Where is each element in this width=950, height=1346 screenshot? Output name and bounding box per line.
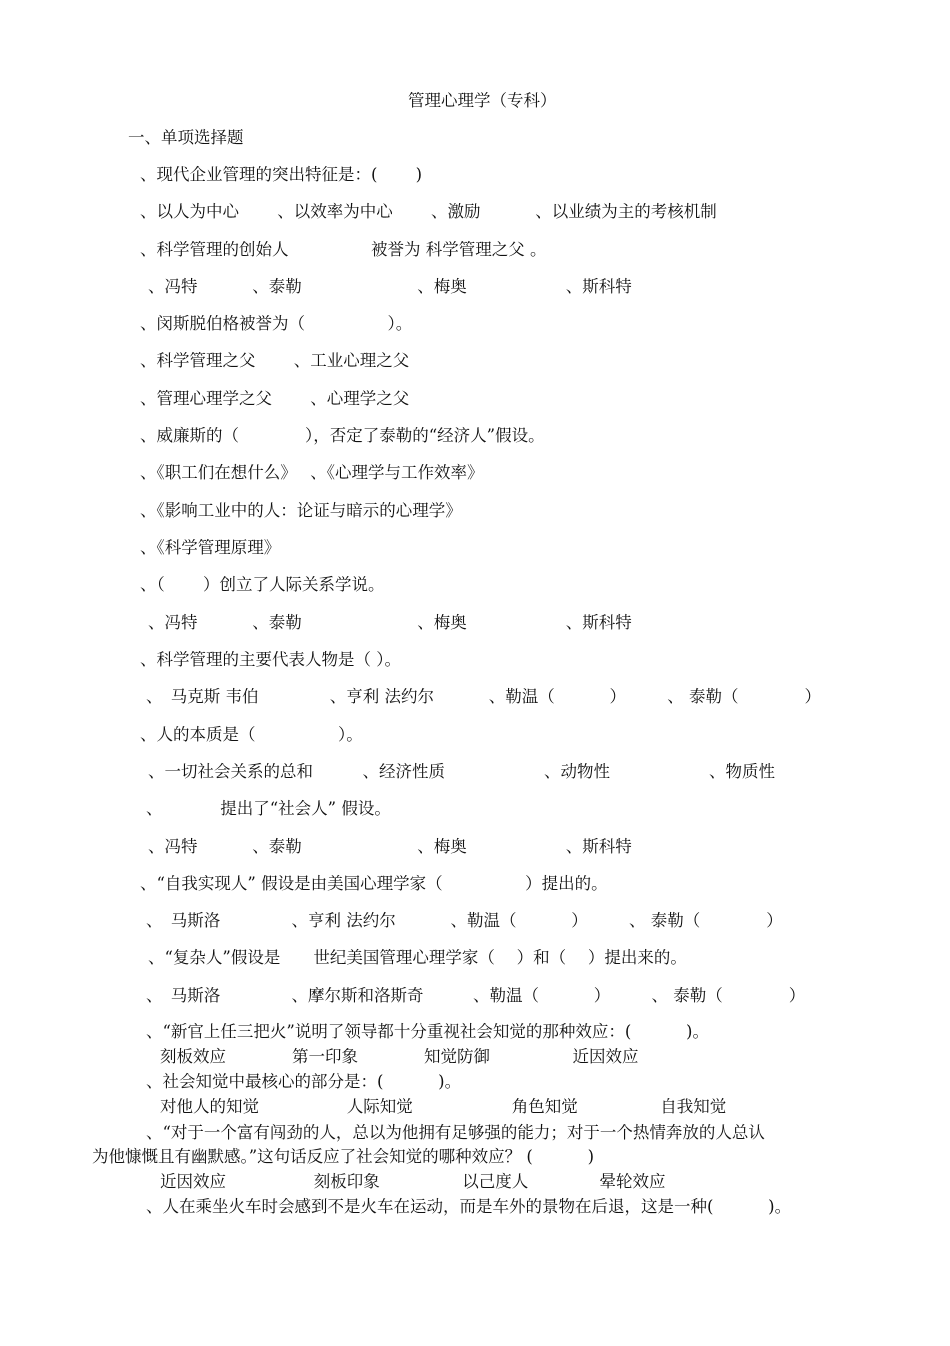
option-line: 、 马斯洛 、摩尔斯和洛斯奇 、勒温（ ） 、 泰勒（ ）: [146, 986, 806, 1005]
question-line: 、闵斯脱伯格被誉为（ ）。: [140, 314, 413, 333]
question-line: 、“新官上任三把火”说明了领导都十分重视社会知觉的那种效应：( )。: [146, 1022, 709, 1041]
question-line: 、（ ）创立了人际关系学说。: [140, 575, 385, 594]
option-line: 、 马克斯 韦伯 、亨利 法约尔 、勒温（ ） 、 泰勒（ ）: [146, 687, 821, 706]
question-line: 为他慷慨且有幽默感。”这句话反应了社会知觉的哪种效应？ ( ): [92, 1147, 595, 1166]
option-line: 对他人的知觉 人际知觉 角色知觉 自我知觉: [160, 1097, 727, 1116]
option-line: 、一切社会关系的总和 、经济性质 、动物性 、物质性: [148, 762, 775, 781]
option-line: 、《科学管理原理》: [140, 538, 281, 557]
option-line: 、冯特 、泰勒 、梅奥 、斯科特: [148, 837, 632, 856]
section-heading: 一、单项选择题: [128, 128, 244, 147]
document-title: 管理心理学（专科）: [408, 91, 557, 110]
question-line: 、人的本质是（ ）。: [140, 725, 363, 744]
option-line: 、《影响工业中的人：论证与暗示的心理学》: [140, 501, 462, 520]
option-line: 、以人为中心 、以效率为中心 、激励 、以业绩为主的考核机制: [140, 202, 717, 221]
question-line: 、科学管理的创始人 被誉为 科学管理之父 。: [140, 240, 547, 259]
question-line: 、现代企业管理的突出特征是：( ): [140, 165, 423, 184]
question-line: 、 提出了“社会人” 假设。: [146, 799, 391, 818]
option-line: 、冯特 、泰勒 、梅奥 、斯科特: [148, 613, 632, 632]
question-line: 、“复杂人”假设是 世纪美国管理心理学家（ ）和（ ）提出来的。: [148, 948, 687, 967]
question-line: 、“自我实现人” 假设是由美国心理学家（ ）提出的。: [140, 874, 608, 893]
question-line: 、“对于一个富有闯劲的人，总以为他拥有足够强的能力；对于一个热情奔放的人总认: [146, 1123, 765, 1142]
question-line: 、威廉斯的（ ），否定了泰勒的“经济人”假设。: [140, 426, 545, 445]
option-line: 、《职工们在想什么》 、《心理学与工作效率》: [140, 463, 484, 482]
question-line: 、社会知觉中最核心的部分是：( )。: [146, 1072, 462, 1091]
option-line: 、科学管理之父 、工业心理之父: [140, 351, 410, 370]
option-line: 、冯特 、泰勒 、梅奥 、斯科特: [148, 277, 632, 296]
option-line: 近因效应 刻板印象 以己度人 晕轮效应: [160, 1172, 666, 1191]
option-line: 、管理心理学之父 、心理学之父: [140, 389, 410, 408]
option-line: 刻板效应 第一印象 知觉防御 近因效应: [160, 1047, 639, 1066]
question-line: 、科学管理的主要代表人物是（ ）。: [140, 650, 401, 669]
option-line: 、 马斯洛 、亨利 法约尔 、勒温（ ） 、 泰勒（ ）: [146, 911, 783, 930]
question-line: 、人在乘坐火车时会感到不是火车在运动，而是车外的景物在后退，这是一种( )。: [146, 1197, 792, 1216]
